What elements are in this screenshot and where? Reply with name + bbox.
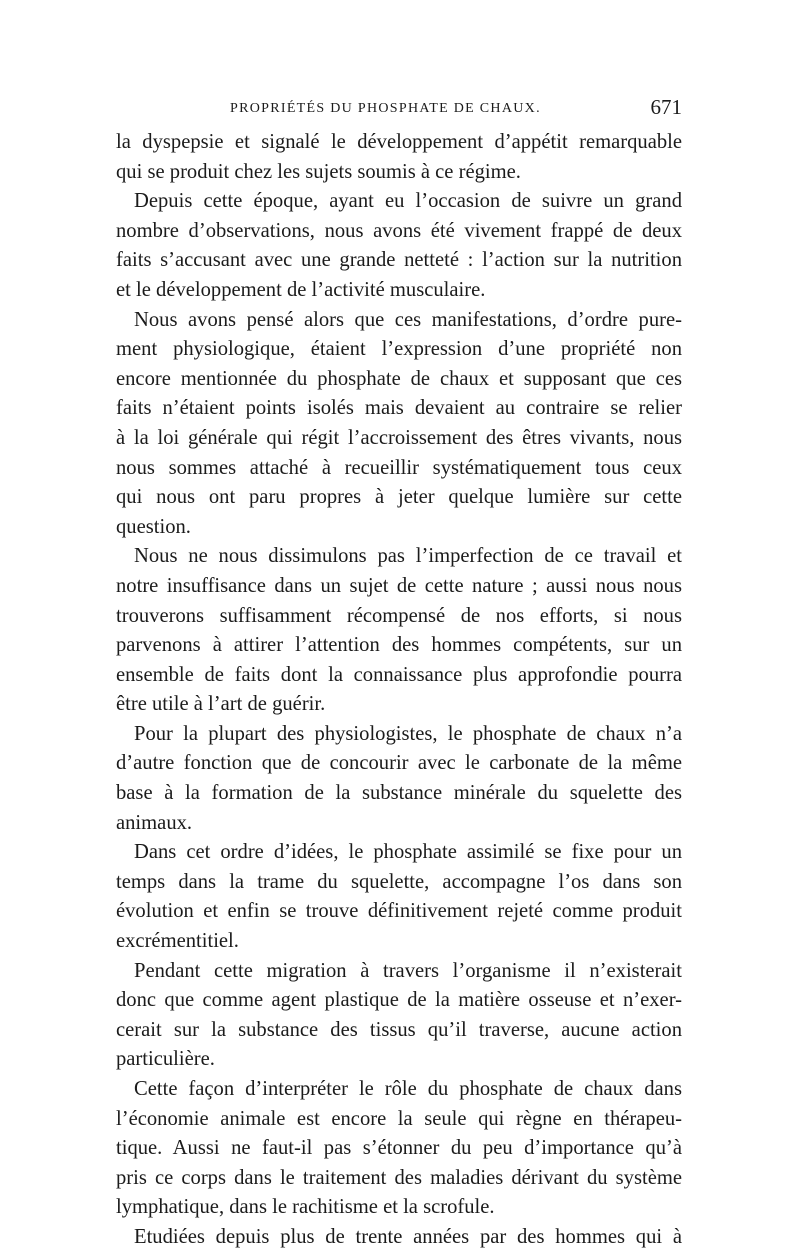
text-line: animaux. — [116, 811, 193, 834]
text-line: d’autre fonction que de concourir avec le carbonate de la même — [116, 752, 682, 775]
text-line: Depuis cette époque, ayant eu l’occasion de suivre un grand — [134, 190, 682, 213]
text-line: notre insuffisance dans un sujet de cette nature ; aussi nous nous — [116, 574, 682, 597]
running-title: PROPRIÉTÉS DU PHOSPHATE DE CHAUX. — [230, 101, 541, 116]
page-number: 671 — [650, 95, 682, 119]
text-line: faits s’accusant avec une grande netteté : l’action sur la nutrition — [116, 249, 682, 272]
text-line: et le développement de l’activité musculaire. — [116, 278, 486, 301]
text-line: Nous ne nous dissimulons pas l’imperfection de ce travail et — [134, 545, 682, 568]
text-line: cerait sur la substance des tissus qu’il traverse, aucune action — [116, 1018, 682, 1041]
text-line: qui se produit chez les sujets soumis à ce régime. — [116, 160, 521, 183]
text-line: nombre d’observations, nous avons été vivement frappé de deux — [116, 219, 682, 242]
text-line: qui nous ont paru propres à jeter quelque lumière sur cette — [116, 486, 682, 509]
text-line: pris ce corps dans le traitement des maladies dérivant du système — [116, 1166, 682, 1189]
text-line: excrémentitiel. — [116, 930, 239, 953]
text-line: base à la formation de la substance minérale du squelette des — [116, 782, 682, 805]
body-text — [116, 128, 682, 1253]
text-line: temps dans la trame du squelette, accompagne l’os dans son — [116, 870, 682, 893]
text-line: à la loi générale qui régit l’accroissement des êtres vivants, nous — [116, 426, 682, 449]
text-line: particulière. — [116, 1048, 215, 1071]
text-line: parvenons à attirer l’attention des hommes compétents, sur un — [116, 634, 682, 657]
text-line: question. — [116, 515, 191, 538]
text-line: Pendant cette migration à travers l’organisme il n’existerait — [134, 959, 682, 982]
text-line: encore mentionnée du phosphate de chaux et supposant que ces — [116, 367, 682, 390]
text-line: ensemble de faits dont la connaissance plus approfondie pourra — [116, 663, 682, 686]
text-line: Cette façon d’interpréter le rôle du phosphate de chaux dans — [134, 1078, 682, 1100]
text-line: tique. Aussi ne faut-il pas s’étonner du peu d’importance qu’à — [116, 1137, 682, 1160]
text-line: lymphatique, dans le rachitisme et la scrofule. — [116, 1196, 495, 1219]
text-line: évolution et enfin se trouve définitivement rejeté comme produit — [116, 900, 682, 923]
text-line: nous sommes attaché à recueillir systématiquement tous ceux — [116, 456, 682, 479]
text-line: ment physiologique, étaient l’expression d’une propriété non — [116, 338, 682, 361]
text-line: Dans cet ordre d’idées, le phosphate assimilé se fixe pour un — [134, 841, 682, 864]
text-line: donc que comme agent plastique de la matière osseuse et n’exer- — [116, 989, 682, 1012]
text-line: Pour la plupart des physiologistes, le phosphate de chaux n’a — [134, 722, 682, 745]
text-line: Nous avons pensé alors que ces manifestations, d’ordre pure- — [134, 308, 682, 331]
text-line: la dyspepsie et signalé le développement d’appétit remarquable — [116, 131, 682, 153]
text-line: Etudiées depuis plus de trente années par des hommes qui à — [134, 1225, 682, 1248]
text-line: faits n’étaient points isolés mais devaient au contraire se relier — [116, 397, 682, 420]
page-header — [230, 95, 682, 125]
text-line: trouverons suffisamment récompensé de nos efforts, si nous — [116, 604, 682, 627]
text-line: l’économie animale est encore la seule qui règne en thérapeu- — [116, 1107, 682, 1130]
text-line: être utile à l’art de guérir. — [116, 693, 326, 716]
